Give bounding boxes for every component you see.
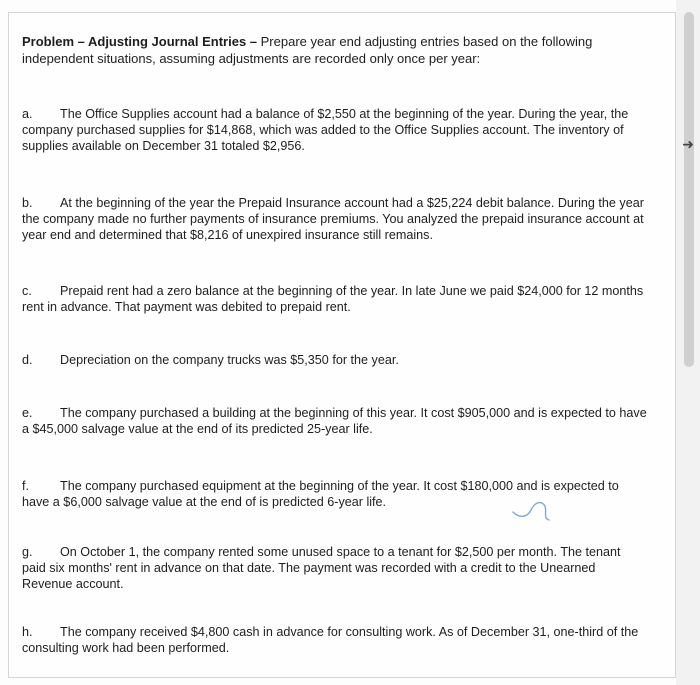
list-item-d	[22, 352, 647, 368]
item-text: On October 1, the company rented some unused space to a tenant for $2,500 per month. The tenant paid six months' rent in advance on that date. The payment was recorded with a credit to the Unearned Revenue account.	[22, 545, 621, 591]
item-marker: h.	[22, 625, 33, 639]
list-item-b	[22, 195, 647, 243]
handwritten-pen-mark	[505, 488, 565, 528]
problem-heading	[22, 33, 662, 67]
item-text: The company purchased equipment at the beginning of the year. It cost $180,000 and is expected to have a $6,000 salvage value at the end of is predicted 6-year life.	[22, 479, 619, 509]
item-marker: d.	[22, 353, 33, 367]
vertical-scrollbar[interactable]	[676, 0, 700, 685]
item-text: The Office Supplies account had a balance of $2,550 at the beginning of the year. During the year, the company purchased supplies for $14,868, which was added to the Office Supplies account. The inventory of supplies available on December 31 totaled $2,956.	[22, 107, 629, 153]
item-marker: f.	[22, 479, 29, 493]
problem-title: Problem – Adjusting Journal Entries –	[22, 34, 258, 49]
arrow-cursor-icon: ➜	[682, 136, 694, 152]
list-item-e	[22, 405, 647, 437]
item-text: The company purchased a building at the beginning of this year. It cost $905,000 and is expected to have a $45,000 salvage value at the end of its predicted 25-year life.	[22, 406, 647, 436]
item-text: At the beginning of the year the Prepaid Insurance account had a $25,224 debit balance. During the year the company made no further payments of insurance premiums. You analyzed the prepaid insurance account at year end and determined that $8,216 of unexpired insurance still remains.	[22, 196, 644, 242]
item-marker: e.	[22, 406, 33, 420]
item-text: Prepaid rent had a zero balance at the beginning of the year. In late June we paid $24,000 for 12 months rent in advance. That payment was debited to prepaid rent.	[22, 284, 644, 314]
list-item-h	[22, 624, 647, 656]
list-item-a	[22, 106, 647, 154]
item-marker: g.	[22, 545, 33, 559]
item-marker: a.	[22, 107, 33, 121]
list-item-g	[22, 544, 647, 592]
list-item-c	[22, 283, 647, 315]
scrollbar-thumb[interactable]	[684, 12, 694, 367]
item-marker: c.	[22, 284, 32, 298]
problem-instructions: Prepare year end adjusting entries based on the following independent situations, assuming adjustments are recorded only once per year:	[22, 34, 593, 66]
item-text: The company received $4,800 cash in advance for consulting work. As of December 31, one-third of the consulting work had been performed.	[22, 625, 639, 655]
item-text: Depreciation on the company trucks was $5,350 for the year.	[60, 353, 399, 367]
item-marker: b.	[22, 196, 33, 210]
